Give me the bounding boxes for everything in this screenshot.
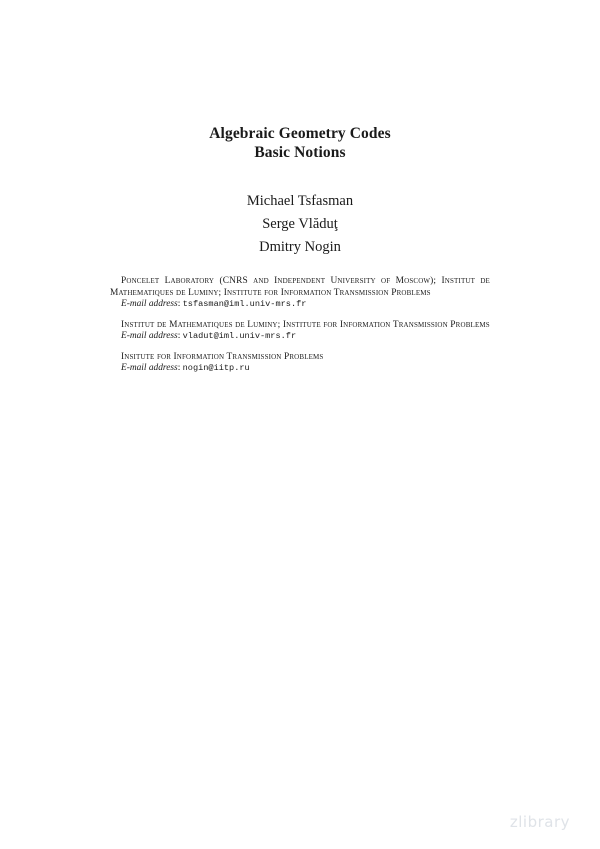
affiliation-name: Institut de Mathematiques de Luminy; Institute for Information Transmission Problems — [121, 319, 490, 330]
affiliation-name: Poncelet Laboratory (CNRS and Independent University of Moscow); Institut de Mathematiques de Luminy; Institute for Information Transmission Problems — [110, 276, 490, 298]
email-separator: : — [177, 299, 183, 309]
email-address[interactable]: vladut@iml.univ-mrs.fr — [182, 331, 297, 341]
zlibrary-watermark: zlibrary — [509, 813, 570, 831]
email-separator: : — [177, 363, 183, 373]
email-separator: : — [177, 331, 183, 341]
email-label: E-mail address — [121, 299, 178, 309]
affiliation-entry — [110, 276, 490, 311]
email-address[interactable]: tsfasman@iml.univ-mrs.fr — [182, 299, 307, 309]
email-line — [110, 299, 490, 311]
affiliation-list — [110, 276, 490, 384]
affiliation-entry — [110, 320, 490, 343]
affiliation-name: Insitute for Information Transmission Problems — [121, 351, 324, 362]
email-address[interactable]: nogin@iitp.ru — [182, 363, 250, 373]
book-subtitle: Basic Notions — [254, 144, 346, 161]
email-line — [110, 331, 490, 343]
title-block — [0, 124, 600, 162]
author-name: Serge Vlăduţ — [262, 216, 338, 232]
book-title: Algebraic Geometry Codes — [209, 125, 391, 142]
email-line — [110, 363, 490, 375]
affiliation-entry — [110, 352, 490, 375]
author-list — [0, 190, 600, 259]
email-label: E-mail address — [121, 331, 178, 341]
author-name: Dmitry Nogin — [259, 239, 341, 255]
author-name: Michael Tsfasman — [246, 193, 354, 209]
email-label: E-mail address — [121, 363, 178, 373]
